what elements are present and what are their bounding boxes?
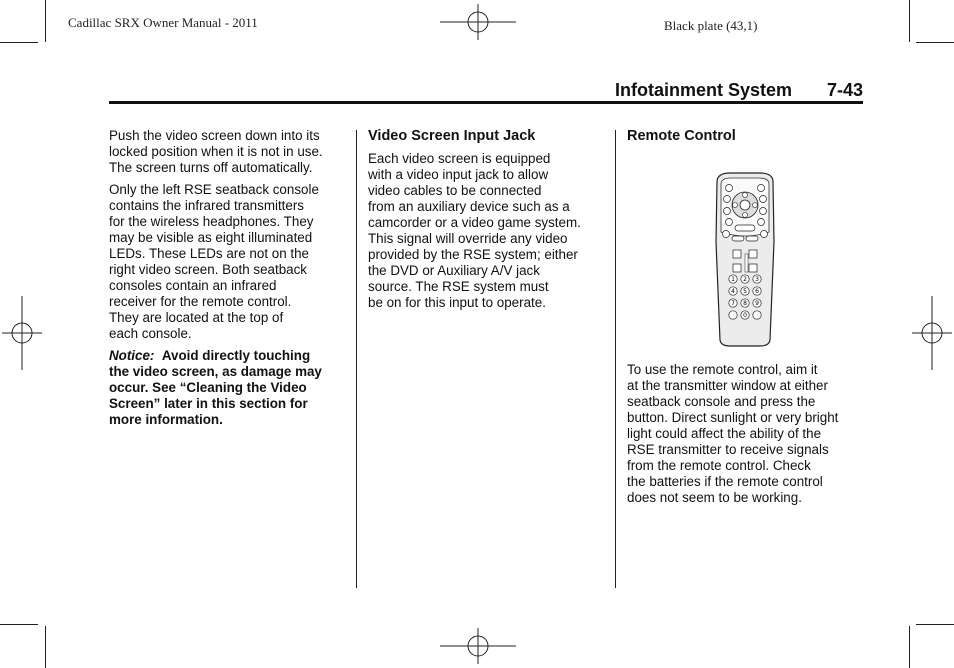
- keypad-label: 4: [731, 288, 735, 295]
- paragraph: Push the video screen down into its locked position when it is not in use. The screen turns off automatically.: [109, 128, 323, 175]
- keypad-label: 3: [755, 276, 759, 283]
- keypad-label: 5: [743, 288, 747, 295]
- paragraph: To use the remote control, aim it at the transmitter window at either seatback console and press the button. Direct sunlight or very bright light could affect the ability of the RSE transmitter to receive signals from the remote control. Check the batteries if the remote control does not seem to be working.: [627, 362, 839, 505]
- keypad-label: 6: [755, 288, 759, 295]
- remote-control-illustration: [712, 170, 778, 348]
- keypad-button: [753, 311, 761, 319]
- keypad-label: 8: [743, 300, 747, 307]
- section-title: Infotainment System: [615, 80, 793, 100]
- page-number: 7-43: [827, 80, 864, 100]
- column-3-body: [627, 362, 867, 512]
- manual-title: Cadillac SRX Owner Manual - 2011: [68, 15, 258, 30]
- keypad-label: 7: [731, 300, 735, 307]
- keypad-label: 9: [755, 300, 759, 307]
- column-2: [368, 128, 608, 317]
- header-rule: [109, 101, 863, 104]
- section-heading: Remote Control: [627, 128, 736, 144]
- registration-mark-bottom: [440, 628, 516, 664]
- registration-mark-right: [912, 296, 952, 370]
- column-separator: [356, 130, 357, 588]
- plate-label: Black plate (43,1): [664, 18, 758, 33]
- paragraph: Each video screen is equipped with a video input jack to allow video cables to be connected from an auxiliary device such as a camcorder or a video game system. This signal will override any video provided by the RSE system; either the DVD or Auxiliary A/V jack source. The RSE system must be on for this input to operate.: [368, 151, 581, 310]
- notice-paragraph: [109, 348, 349, 428]
- column-3: [627, 128, 867, 151]
- notice-text: Avoid directly touching the video screen, as damage may occur. See “Cleaning the Video Screen” later in this section for more information.: [109, 348, 322, 427]
- keypad-label: 1: [731, 276, 735, 283]
- registration-mark-left: [2, 296, 42, 370]
- keypad-label: 0: [743, 312, 747, 319]
- column-separator: [615, 130, 616, 588]
- keypad-label: 2: [743, 276, 747, 283]
- keypad-button: [729, 311, 737, 319]
- section-heading: Video Screen Input Jack: [368, 128, 536, 144]
- registration-mark-top: [440, 4, 516, 40]
- column-1: [109, 128, 349, 434]
- paragraph: Only the left RSE seatback console contains the infrared transmitters for the wireless headphones. They may be visible as eight illuminated LEDs. These LEDs are not on the right video screen. Both seatback consoles contain an infrared receiver for the remote control. They are located at the top of each console.: [109, 182, 319, 341]
- notice-label: Notice:: [109, 348, 155, 363]
